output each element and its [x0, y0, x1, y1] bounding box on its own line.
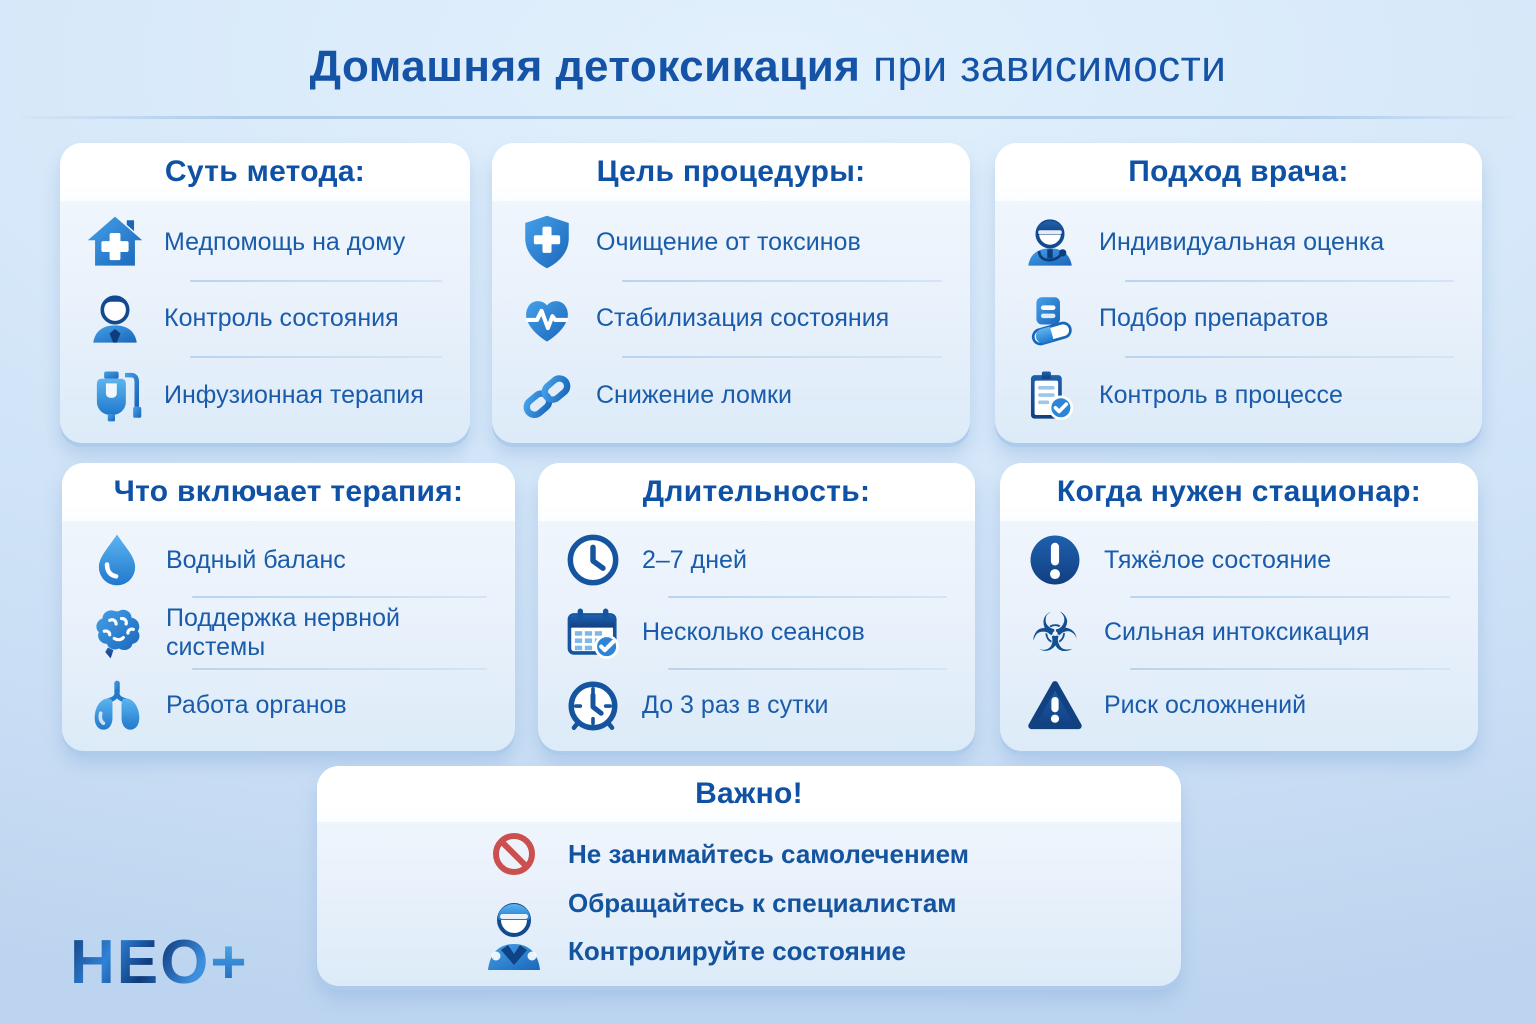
- card-therapy-includes: [62, 463, 515, 751]
- item-divider: [622, 280, 942, 282]
- list-item: [1021, 290, 1460, 348]
- list-item: [564, 677, 953, 735]
- card-duration: [538, 463, 975, 751]
- card-method-essence: [60, 143, 470, 443]
- page-title-bold: Домашняя детоксикация: [309, 42, 861, 91]
- card-body: [62, 521, 515, 751]
- alarm-clock-icon: [564, 677, 622, 735]
- item-divider: [192, 596, 487, 598]
- card-header: Что включает терапия:: [62, 463, 515, 521]
- neo-plus-logo: [70, 928, 249, 997]
- card-body: [1000, 521, 1478, 751]
- list-item: [86, 367, 448, 425]
- list-item: [564, 604, 953, 662]
- item-divider: [668, 668, 947, 670]
- warning-triangle-icon: [1026, 677, 1084, 735]
- card-header: Длительность:: [538, 463, 975, 521]
- item-divider: [1130, 596, 1450, 598]
- doctor-cap-icon: [1021, 213, 1079, 271]
- card-header: Важно!: [317, 766, 1181, 822]
- item-divider: [1125, 280, 1454, 282]
- item-label: Несколько сеансов: [642, 618, 865, 647]
- card-body: [995, 201, 1482, 443]
- item-label: До 3 раз в сутки: [642, 691, 829, 720]
- list-item: [518, 290, 948, 348]
- item-label: Снижение ломки: [596, 381, 792, 410]
- item-label: Медпомощь на дому: [164, 227, 406, 256]
- chain-link-icon: [518, 367, 576, 425]
- no-entry-icon: [482, 830, 546, 878]
- list-item: [88, 531, 493, 589]
- item-label: Подбор препаратов: [1099, 304, 1329, 333]
- item-divider: [190, 356, 442, 358]
- card-body: [60, 201, 470, 443]
- list-item: [86, 213, 448, 271]
- item-divider: [1125, 356, 1454, 358]
- item-label: Сильная интоксикация: [1104, 618, 1370, 647]
- item-label: Очищение от токсинов: [596, 227, 861, 256]
- list-item: [1026, 677, 1456, 735]
- shield-cross-icon: [518, 213, 576, 271]
- surgeon-icon: [482, 880, 546, 974]
- item-label: Тяжёлое состояние: [1104, 545, 1332, 574]
- list-item: [1021, 367, 1460, 425]
- iv-drip-icon: [86, 367, 144, 425]
- list-item: [88, 677, 493, 735]
- card-doctor-approach: [995, 143, 1482, 443]
- item-label: Инфузионная терапия: [164, 381, 424, 410]
- page-title-rest: при зависимости: [860, 42, 1227, 91]
- calendar-check-icon: [564, 604, 622, 662]
- card-procedure-goal: [492, 143, 970, 443]
- item-label: Риск осложнений: [1104, 691, 1307, 720]
- card-important: [317, 766, 1181, 986]
- heart-pulse-icon: [518, 290, 576, 348]
- page-title: [0, 42, 1536, 92]
- item-label: 2–7 дней: [642, 545, 747, 574]
- item-divider: [1130, 668, 1450, 670]
- item-divider: [192, 668, 487, 670]
- list-item: [86, 290, 448, 348]
- card-header: Подход врача:: [995, 143, 1482, 201]
- water-drop-icon: [88, 531, 146, 589]
- doctor-icon: [86, 290, 144, 348]
- title-divider: [20, 116, 1516, 119]
- list-item: [1021, 213, 1460, 271]
- list-item: [1026, 531, 1456, 589]
- list-item: [564, 531, 953, 589]
- logo-text: НЕО: [70, 928, 211, 997]
- item-divider: [622, 356, 942, 358]
- card-body: [492, 201, 970, 443]
- card-body: [538, 521, 975, 751]
- item-label: Индивидуальная оценка: [1099, 227, 1385, 256]
- item-label: Стабилизация состояния: [596, 304, 890, 333]
- item-label: Поддержка нервной системы: [166, 603, 400, 661]
- biohazard-icon: ☣: [1030, 600, 1080, 664]
- card-body: [482, 830, 1181, 974]
- important-item-label: Контролируйте состояние: [568, 935, 906, 966]
- clock-icon: [564, 531, 622, 589]
- item-label: Контроль состояния: [164, 304, 399, 333]
- logo-plus: +: [210, 928, 249, 997]
- clipboard-check-icon: [1021, 367, 1079, 425]
- card-header: Суть метода:: [60, 143, 470, 201]
- item-label: Контроль в процессе: [1099, 381, 1343, 410]
- pills-icon: [1021, 290, 1079, 348]
- list-item: [518, 213, 948, 271]
- item-divider: [668, 596, 947, 598]
- list-item: [1026, 600, 1456, 664]
- exclamation-circle-icon: [1026, 531, 1084, 589]
- item-divider: [190, 280, 442, 282]
- important-item-label: Не занимайтесь самолечением: [568, 838, 969, 869]
- list-item: [88, 604, 493, 662]
- list-item: [518, 367, 948, 425]
- card-hospital-needed: [1000, 463, 1478, 751]
- lungs-icon: [88, 677, 146, 735]
- important-item-label: Обращайтесь к специалистам: [568, 887, 957, 918]
- item-label: Работа органов: [166, 691, 347, 720]
- card-header: Когда нужен стационар:: [1000, 463, 1478, 521]
- card-header: Цель процедуры:: [492, 143, 970, 201]
- house-medical-icon: [86, 213, 144, 271]
- item-label: Водный баланс: [166, 545, 346, 574]
- brain-icon: [88, 604, 146, 662]
